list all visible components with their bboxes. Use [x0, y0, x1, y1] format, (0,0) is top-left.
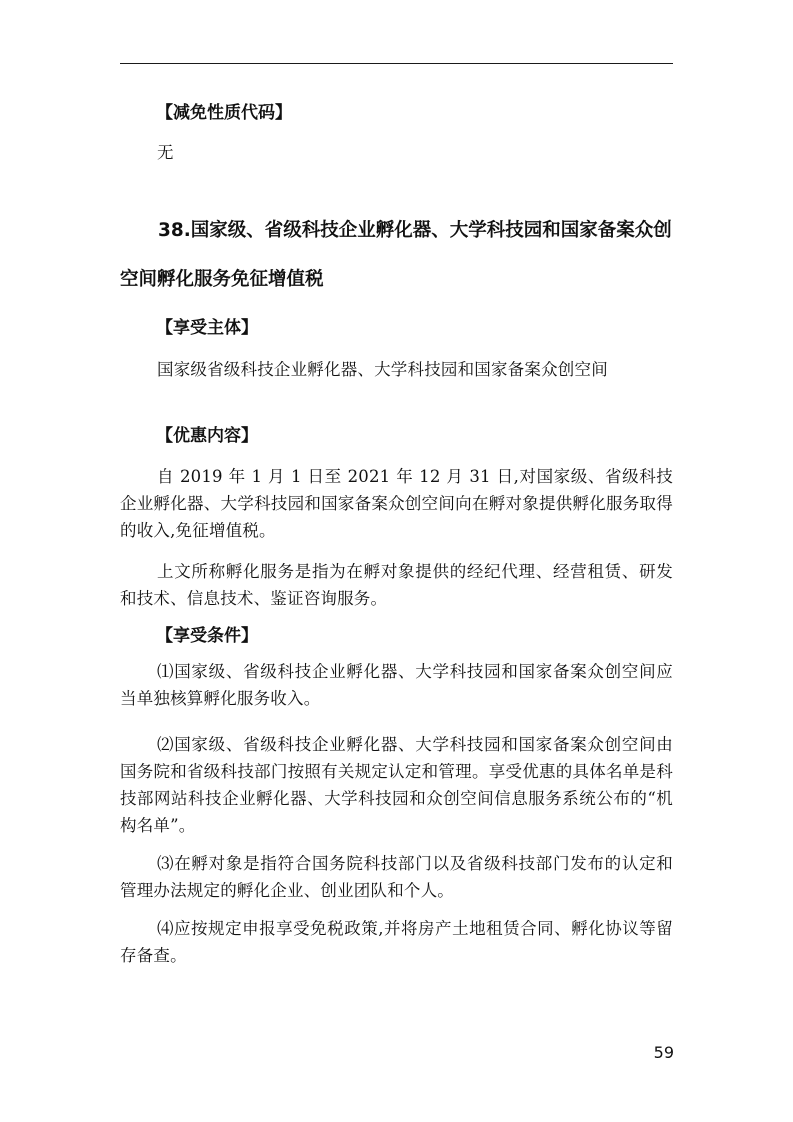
exemption-code-value: 无 [157, 143, 174, 162]
condition-item-1: ⑴国家级、省级科技企业孵化器、大学科技园和国家备案众创空间应当单独核算孵化服务收入。 [120, 662, 673, 708]
condition-item-3: ⑶在孵对象是指符合国务院科技部门以及省级科技部门发布的认定和管理办法规定的孵化企业、创业团队和个人。 [120, 854, 673, 900]
header-rule [120, 63, 673, 64]
condition-item-4: ⑷应按规定申报享受免税政策,并将房产土地租赁合同、孵化协议等留存备查。 [120, 919, 673, 965]
item-title: 38.国家级、省级科技企业孵化器、大学科技园和国家备案众创空间孵化服务免征增值税 [120, 220, 672, 290]
benefit-paragraph-2: 上文所称孵化服务是指为在孵对象提供的经纪代理、经营租赁、研发和技术、信息技术、鉴证咨询服务。 [120, 562, 673, 608]
exemption-code-heading: 【减免性质代码】 [156, 103, 292, 123]
page-number: 59 [653, 1043, 674, 1062]
beneficiary-text: 国家级省级科技企业孵化器、大学科技园和国家备案众创空间 [157, 360, 608, 379]
benefit-heading: 【优惠内容】 [156, 426, 258, 446]
benefit-paragraph-1: 自 2019 年 1 月 1 日至 2021 年 12 月 31 日,对国家级、省级科技企业孵化器、大学科技园和国家备案众创空间向在孵对象提供孵化服务取得的收入,免征增值税。 [120, 467, 673, 540]
conditions-heading: 【享受条件】 [156, 626, 258, 646]
condition-item-2: ⑵国家级、省级科技企业孵化器、大学科技园和国家备案众创空间由国务院和省级科技部门按照有关规定认定和管理。享受优惠的具体名单是科技部网站科技企业孵化器、大学科技园和众创空间信息服务系统公布的“机构名单”。 [120, 735, 673, 835]
beneficiary-heading: 【享受主体】 [156, 318, 258, 338]
